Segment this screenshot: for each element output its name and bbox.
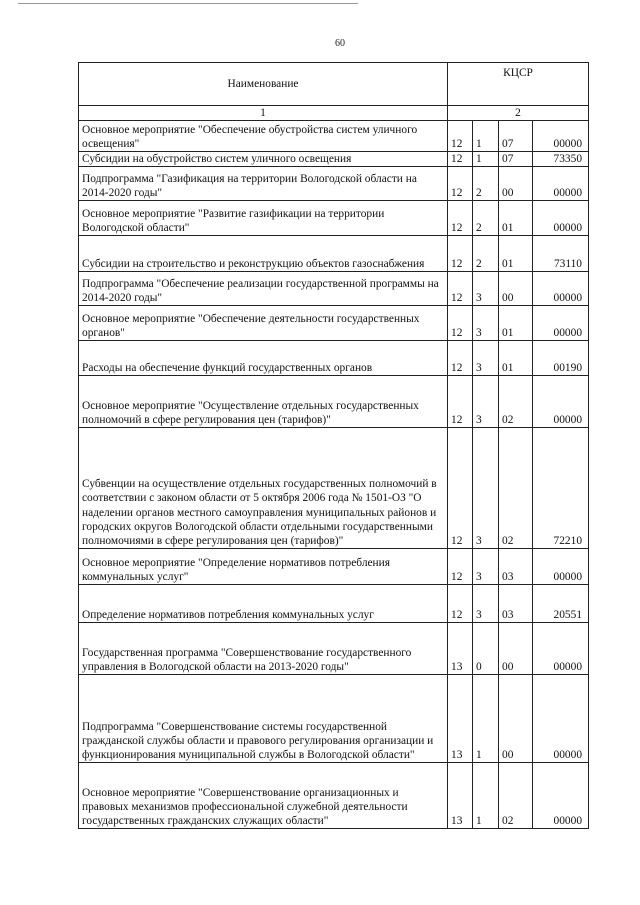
row-code-subprogram: 2 [473, 167, 499, 201]
row-code-direction: 00000 [533, 306, 589, 341]
row-code-subprogram: 3 [473, 341, 499, 376]
row-name: Основное мероприятие "Совершенствование организационных и правовых механизмов профессиональной служебной деятельности государственных гражданских служащих области" [79, 763, 448, 829]
row-code-activity: 07 [499, 121, 533, 152]
row-code-program: 12 [448, 376, 473, 428]
row-code-direction: 72210 [533, 428, 589, 549]
row-name: Основное мероприятие "Определение нормативов потребления коммунальных услуг" [79, 549, 448, 585]
row-code-program: 13 [448, 763, 473, 829]
table-row [79, 272, 589, 306]
row-code-activity: 07 [499, 152, 533, 167]
row-name: Определение нормативов потребления коммунальных услуг [79, 585, 448, 623]
row-code-direction: 00000 [533, 623, 589, 675]
column-number-2: 2 [448, 106, 589, 121]
row-code-subprogram: 1 [473, 675, 499, 763]
row-code-activity: 02 [499, 763, 533, 829]
row-code-program: 12 [448, 201, 473, 236]
row-code-subprogram: 3 [473, 376, 499, 428]
row-name: Субвенции на осуществление отдельных государственных полномочий в соответствии с законом области от 5 октября 2006 года № 1501-ОЗ "О наделении органов местного самоуправления муниципальных районов и городских округов Вологодской области отдельными государственными полномочиями в сфере регулирования цен (тарифов)" [79, 428, 448, 549]
row-name: Субсидии на обустройство систем уличного освещения [79, 152, 448, 167]
row-code-activity: 02 [499, 376, 533, 428]
row-code-program: 12 [448, 306, 473, 341]
table-row [79, 763, 589, 829]
row-code-subprogram: 1 [473, 763, 499, 829]
row-code-activity: 03 [499, 549, 533, 585]
row-code-activity: 00 [499, 272, 533, 306]
row-code-activity: 00 [499, 167, 533, 201]
table-row [79, 152, 589, 167]
row-code-direction: 00000 [533, 121, 589, 152]
row-code-direction: 20551 [533, 585, 589, 623]
row-code-program: 12 [448, 152, 473, 167]
table-row [79, 236, 589, 272]
table-row [79, 376, 589, 428]
row-code-direction: 00190 [533, 341, 589, 376]
budget-table [78, 62, 589, 829]
table-row [79, 623, 589, 675]
row-code-subprogram: 3 [473, 428, 499, 549]
column-number-1: 1 [79, 106, 448, 121]
row-code-activity: 02 [499, 428, 533, 549]
row-name: Субсидии на строительство и реконструкцию объектов газоснабжения [79, 236, 448, 272]
table-row [79, 341, 589, 376]
column-header-name: Наименование [79, 63, 448, 106]
table-row [79, 201, 589, 236]
row-code-program: 12 [448, 121, 473, 152]
row-code-direction: 00000 [533, 376, 589, 428]
row-name: Основное мероприятие "Обеспечение обустройства систем уличного освещения" [79, 121, 448, 152]
table-row [79, 585, 589, 623]
table-row [79, 121, 589, 152]
row-code-activity: 00 [499, 675, 533, 763]
row-code-activity: 01 [499, 201, 533, 236]
row-code-program: 12 [448, 167, 473, 201]
row-code-direction: 00000 [533, 549, 589, 585]
row-code-activity: 03 [499, 585, 533, 623]
row-name: Расходы на обеспечение функций государственных органов [79, 341, 448, 376]
column-header-kcsr: КЦСР [448, 63, 589, 106]
table-header-row [79, 63, 589, 106]
row-name: Государственная программа "Совершенствование государственного управления в Вологодской области на 2013-2020 годы" [79, 623, 448, 675]
table-row [79, 549, 589, 585]
row-code-activity: 00 [499, 623, 533, 675]
row-code-subprogram: 3 [473, 272, 499, 306]
table-row [79, 306, 589, 341]
row-code-program: 12 [448, 236, 473, 272]
row-code-subprogram: 0 [473, 623, 499, 675]
row-code-direction: 73350 [533, 152, 589, 167]
table-row [79, 167, 589, 201]
row-name: Подпрограмма "Обеспечение реализации государственной программы на 2014-2020 годы" [79, 272, 448, 306]
row-name: Основное мероприятие "Осуществление отдельных государственных полномочий в сфере регулирования цен (тарифов)" [79, 376, 448, 428]
row-code-activity: 01 [499, 341, 533, 376]
row-code-activity: 01 [499, 306, 533, 341]
row-name: Подпрограмма "Газификация на территории Вологодской области на 2014-2020 годы" [79, 167, 448, 201]
row-code-direction: 00000 [533, 167, 589, 201]
page-number: 60 [335, 38, 345, 49]
row-code-subprogram: 3 [473, 585, 499, 623]
row-code-subprogram: 3 [473, 306, 499, 341]
table-row [79, 428, 589, 549]
row-code-program: 12 [448, 272, 473, 306]
row-code-activity: 01 [499, 236, 533, 272]
row-code-direction: 00000 [533, 675, 589, 763]
row-code-subprogram: 1 [473, 121, 499, 152]
row-code-program: 13 [448, 623, 473, 675]
row-code-program: 12 [448, 585, 473, 623]
row-code-program: 12 [448, 341, 473, 376]
row-code-direction: 00000 [533, 201, 589, 236]
row-name: Основное мероприятие "Обеспечение деятельности государственных органов" [79, 306, 448, 341]
row-code-subprogram: 3 [473, 549, 499, 585]
top-border-line [18, 3, 358, 4]
row-name: Основное мероприятие "Развитие газификации на территории Вологодской области" [79, 201, 448, 236]
row-name: Подпрограмма "Совершенствование системы государственной гражданской службы области и правового регулирования организации и функционирования муниципальной службы в Вологодской области" [79, 675, 448, 763]
table-column-numbers-row [79, 106, 589, 121]
row-code-direction: 00000 [533, 272, 589, 306]
row-code-subprogram: 2 [473, 201, 499, 236]
row-code-direction: 00000 [533, 763, 589, 829]
row-code-subprogram: 2 [473, 236, 499, 272]
row-code-program: 12 [448, 549, 473, 585]
row-code-program: 12 [448, 428, 473, 549]
row-code-subprogram: 1 [473, 152, 499, 167]
row-code-direction: 73110 [533, 236, 589, 272]
table-row [79, 675, 589, 763]
row-code-program: 13 [448, 675, 473, 763]
